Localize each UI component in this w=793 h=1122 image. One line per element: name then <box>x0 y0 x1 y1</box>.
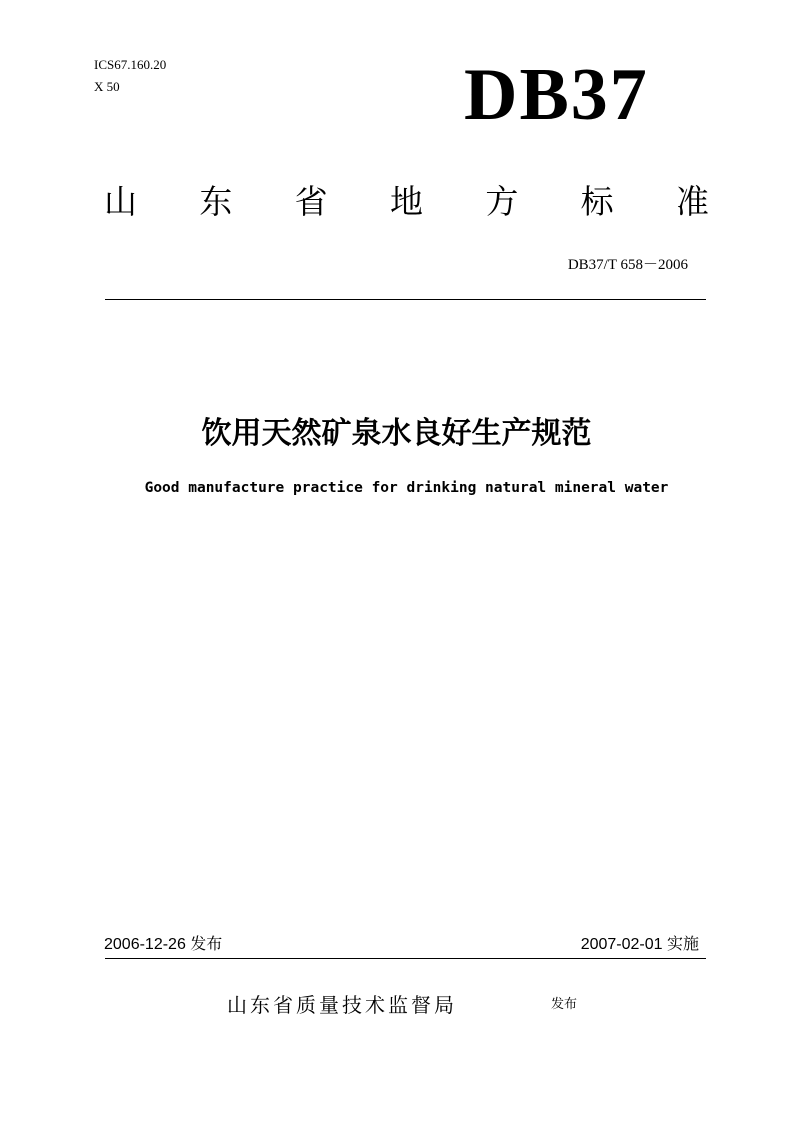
standard-type-char: 方 <box>485 182 519 221</box>
standard-type-heading <box>104 182 709 222</box>
standard-type-char: 标 <box>580 182 614 221</box>
bottom-divider <box>105 958 706 959</box>
standard-type-char: 省 <box>294 182 328 221</box>
issuer-suffix: 发布 <box>551 997 578 1012</box>
issuer: 山东省质量技术监督局 <box>227 993 457 1017</box>
standard-type-char: 地 <box>389 182 423 221</box>
issue-date: 2006-12-26 发布 <box>104 936 223 953</box>
standard-type-char: 山 <box>104 182 137 221</box>
title-chinese: 饮用天然矿泉水良好生产规范 <box>201 416 592 451</box>
standard-number: DB37/T 658－2006 <box>567 257 688 273</box>
ccs-code: X 50 <box>94 79 120 94</box>
title-english: Good manufacture practice for drinking natural mineral water <box>144 480 669 496</box>
standard-logo: DB37 <box>464 54 649 136</box>
standard-type-char: 东 <box>199 182 233 221</box>
implementation-date: 2007-02-01 实施 <box>580 936 699 953</box>
ics-code: ICS67.160.20 <box>94 57 167 72</box>
top-divider <box>105 299 706 300</box>
standard-type-char: 准 <box>675 182 709 221</box>
